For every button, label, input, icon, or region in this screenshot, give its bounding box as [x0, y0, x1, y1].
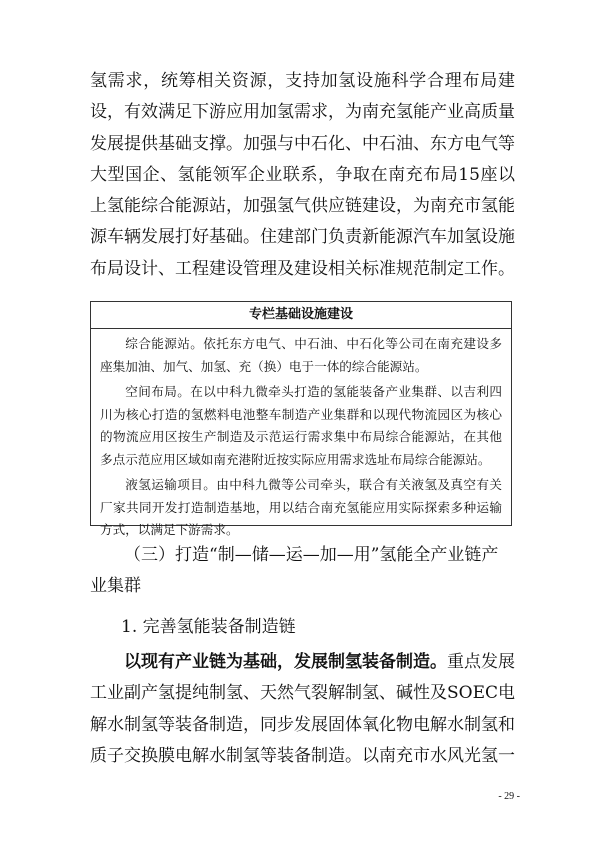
section-heading: （三）打造“制—储—运—加—用”氢能全产业链产业集群	[90, 545, 499, 596]
column-box-body	[91, 329, 511, 542]
body-paragraph-top: 氢需求，统筹相关资源，支持加氢设施科学合理布局建设，有效满足下游应用加氢需求，为南充氢能产业高质量发展提供基础支撑。加强与中石化、中石油、东方电气等大型国企、氢能领军企业联系，争取在南充布局15座以上氢能综合能源站，加强氢气供应链建设，为南充市氢能源车辆发展打好基础。住建部门负责新能源汽车加氢设施布局设计、工程建设管理及建设相关标准规范制定工作。	[90, 71, 515, 279]
column-item-spatial-layout: 空间布局。在以中科九微牵头打造的氢能装备产业集群、以吉利四川为核心打造的氢燃料电池整车制造产业集群和以现代物流园区为核心的物流应用区按生产制造及示范运行需求集中布局综合能源站，在其他多点示范应用区域如南充港附近按实际应用需求选址布局综合能源站。	[100, 385, 502, 467]
subsection-heading: 1. 完善氢能装备制造链	[121, 617, 296, 637]
column-item-liquid-hydrogen: 液氢运输项目。由中科九微等公司牵头，联合有关液氢及真空有关厂家共同开发打造制造基地，用以结合南充氢能应用实际探索多种运输方式，以满足下游需求。	[100, 478, 502, 537]
column-item-energy-station: 综合能源站。依托东方电气、中石油、中石化等公司在南充建设多座集加油、加气、加氢、充（换）电于一体的综合能源站。	[100, 337, 502, 374]
paragraph-text: 重点发展工业副产氢提纯制氢、天然气裂解制氢、碱性及SOEC电解水制氢等装备制造，同步发展固体氧化物电解水制氢和质子交换膜电解水制氢等装备制造。以南充市水风光氢一	[90, 652, 515, 766]
paragraph-lead-sentence: 以现有产业链为基础，发展制氢装备制造。	[124, 652, 447, 672]
column-box-title: 专栏基础设施建设	[91, 302, 511, 329]
page-number: - 29 -	[498, 791, 520, 802]
column-box	[90, 301, 512, 537]
body-paragraph-bottom	[90, 647, 515, 772]
